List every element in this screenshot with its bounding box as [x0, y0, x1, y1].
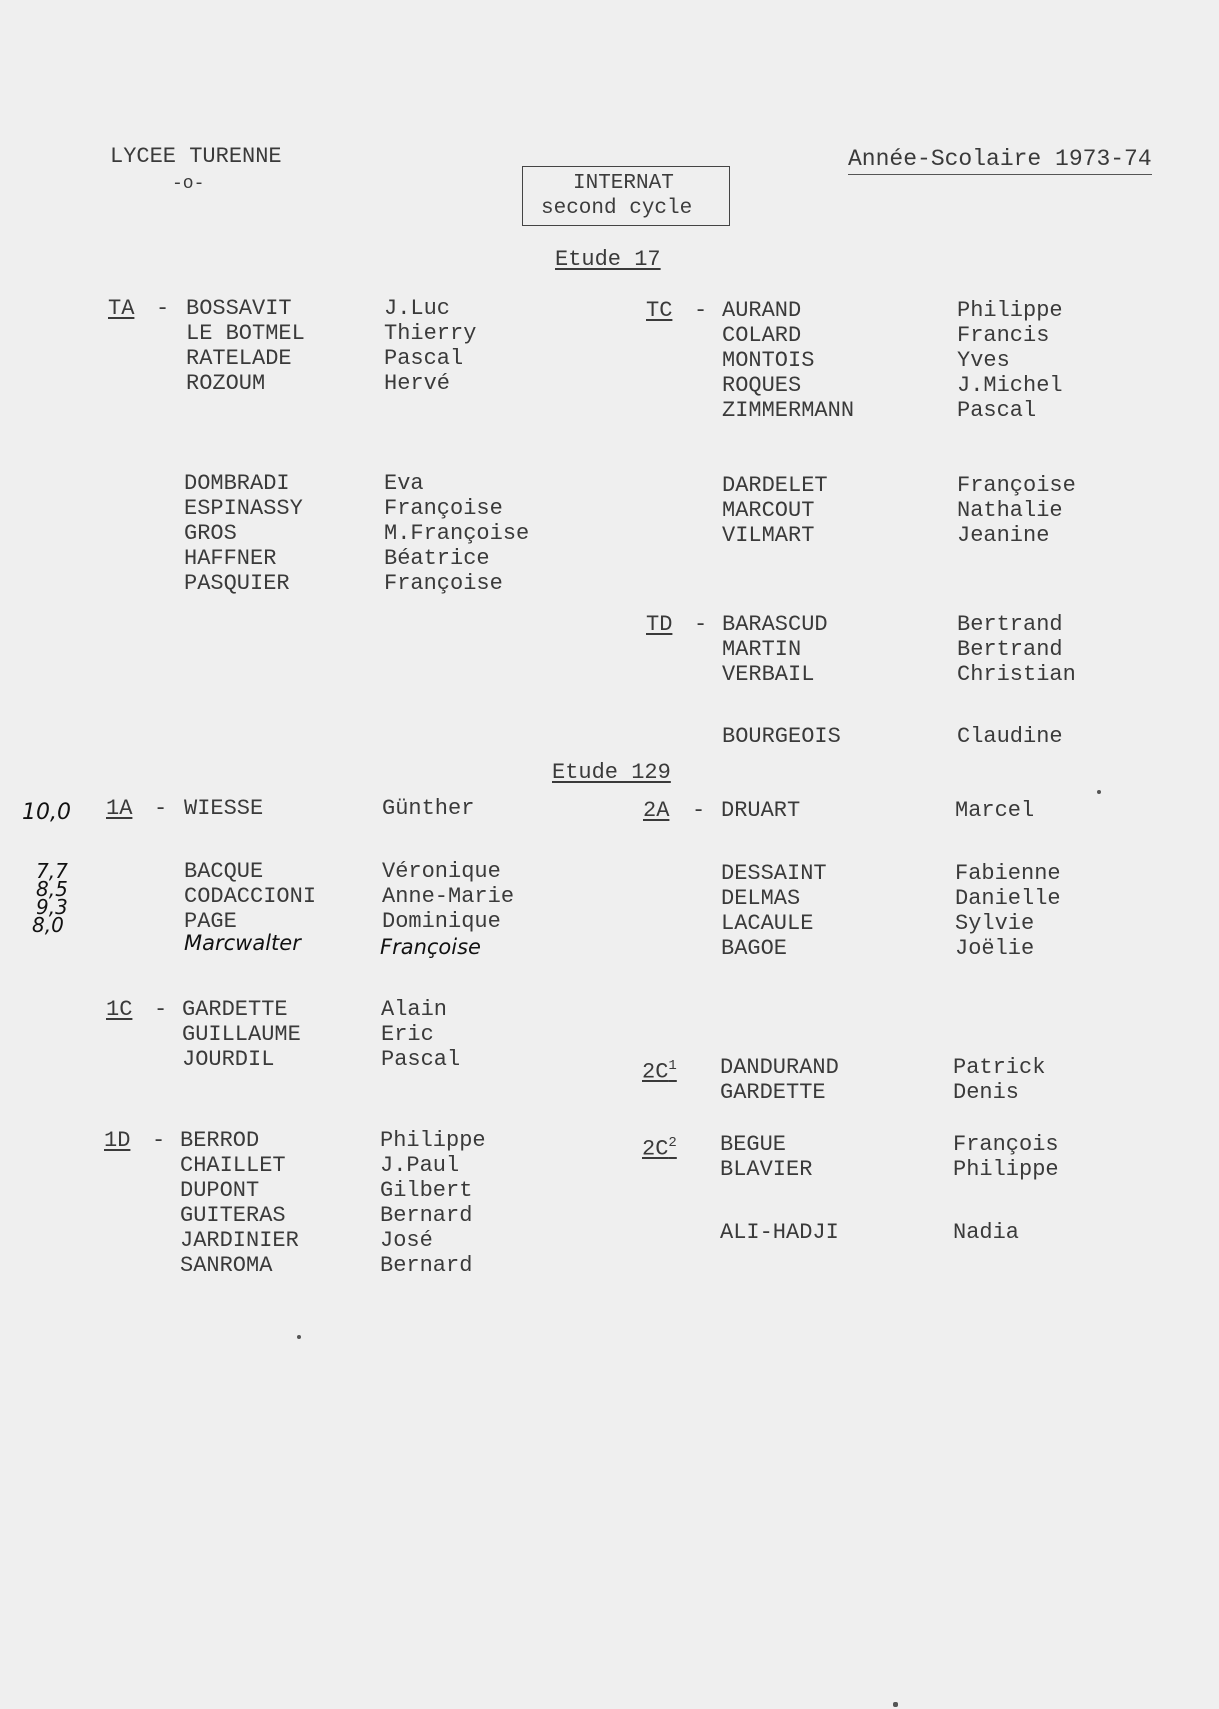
student-firstname: Claudine: [957, 724, 1063, 749]
handwritten-firstname: Françoise: [380, 935, 481, 959]
student-firstname: Philippe: [953, 1157, 1059, 1182]
student-firstname: Françoise: [384, 571, 503, 596]
handwritten-score: 7,7: [36, 859, 68, 883]
title-box-line2: second cycle: [541, 197, 693, 220]
class-dash-1c: -: [154, 997, 168, 1022]
student-firstname: Pascal: [957, 398, 1037, 423]
handwritten-score: 8,5: [36, 877, 68, 901]
student-firstname: Christian: [957, 662, 1076, 687]
student-firstname: Alain: [381, 997, 448, 1022]
student-surname: BLAVIER: [720, 1157, 813, 1182]
class-label-td: TD: [646, 612, 673, 637]
student-firstname: Thierry: [384, 321, 477, 346]
paper-speck: [1097, 790, 1101, 794]
student-surname: JOURDIL: [182, 1047, 275, 1072]
student-surname: SANROMA: [180, 1253, 273, 1278]
class-label-tc: TC: [646, 298, 673, 323]
class-dash-tc: -: [694, 298, 708, 323]
class-label-2c2-sup: 2: [668, 1135, 677, 1151]
student-surname: ROQUES: [722, 373, 802, 398]
student-surname: MONTOIS: [722, 348, 815, 373]
student-surname: GARDETTE: [720, 1080, 826, 1105]
student-surname: DESSAINT: [721, 861, 827, 886]
class-label-2c2: [642, 1131, 677, 1161]
student-surname: BOSSAVIT: [186, 296, 292, 321]
student-surname: RATELADE: [186, 346, 292, 371]
student-firstname: Bernard: [380, 1203, 473, 1228]
etude-129-heading: Etude 129: [552, 760, 671, 785]
student-surname: ALI-HADJI: [720, 1220, 839, 1245]
school-mark: -o-: [172, 174, 205, 194]
student-firstname: Eva: [384, 471, 424, 496]
student-surname: BAGOE: [721, 936, 788, 961]
student-firstname: Pascal: [381, 1047, 461, 1072]
paper-speck: [297, 1335, 301, 1339]
student-surname: MARCOUT: [722, 498, 815, 523]
handwritten-score: 10,0: [22, 800, 71, 825]
student-surname: ESPINASSY: [184, 496, 303, 521]
student-surname: GUILLAUME: [182, 1022, 301, 1047]
etude-17-heading: Etude 17: [555, 247, 661, 272]
student-firstname: Gilbert: [380, 1178, 473, 1203]
student-firstname: Yves: [957, 348, 1010, 373]
student-firstname: Denis: [953, 1080, 1020, 1105]
school-year: Année-Scolaire 1973-74: [848, 147, 1152, 175]
student-firstname: Bertrand: [957, 637, 1063, 662]
student-surname: VILMART: [722, 523, 815, 548]
student-firstname: Nadia: [953, 1220, 1020, 1245]
student-surname: LE BOTMEL: [186, 321, 305, 346]
handwritten-surname: Marcwalter: [184, 931, 301, 955]
student-surname: DOMBRADI: [184, 471, 290, 496]
class-dash-1a: -: [154, 796, 168, 821]
class-label-2c1-text: 2C: [642, 1059, 669, 1085]
class-label-1d: 1D: [104, 1128, 131, 1153]
student-firstname: Fabienne: [955, 861, 1061, 886]
student-firstname: Danielle: [955, 886, 1061, 911]
student-surname: BOURGEOIS: [722, 724, 841, 749]
school-name: LYCEE TURENNE: [110, 144, 282, 169]
student-surname: BARASCUD: [722, 612, 828, 637]
class-dash-2a: -: [692, 798, 706, 823]
student-firstname: Jeanine: [957, 523, 1050, 548]
student-firstname: Eric: [381, 1022, 434, 1047]
student-firstname: Françoise: [384, 496, 503, 521]
student-surname: VERBAIL: [722, 662, 815, 687]
student-firstname: Philippe: [380, 1128, 486, 1153]
student-surname: DELMAS: [721, 886, 801, 911]
student-firstname: Bernard: [380, 1253, 473, 1278]
handwritten-score: 9,3: [36, 895, 68, 919]
student-surname: CHAILLET: [180, 1153, 286, 1178]
paper-speck: [893, 1702, 898, 1707]
student-firstname: J.Luc: [384, 296, 451, 321]
student-surname: ZIMMERMANN: [722, 398, 855, 423]
student-firstname: Françoise: [957, 473, 1076, 498]
student-firstname: Béatrice: [384, 546, 490, 571]
student-firstname: Véronique: [382, 859, 501, 884]
student-firstname: J.Paul: [380, 1153, 460, 1178]
student-firstname: Nathalie: [957, 498, 1063, 523]
class-label-1a: 1A: [106, 796, 133, 821]
class-label-ta: TA: [108, 296, 135, 321]
student-surname: CODACCIONI: [184, 884, 317, 909]
title-box-line1: INTERNAT: [573, 172, 674, 195]
student-firstname: François: [953, 1132, 1059, 1157]
student-firstname: Günther: [382, 796, 475, 821]
student-surname: GARDETTE: [182, 997, 288, 1022]
class-label-2c1-sup: 1: [668, 1058, 677, 1074]
student-firstname: Joëlie: [955, 936, 1035, 961]
student-surname: BACQUE: [184, 859, 264, 884]
student-firstname: Patrick: [953, 1055, 1046, 1080]
student-surname: DRUART: [721, 798, 801, 823]
student-surname: BEGUE: [720, 1132, 787, 1157]
title-box: [522, 166, 730, 226]
class-dash-td: -: [694, 612, 708, 637]
student-firstname: Hervé: [384, 371, 451, 396]
class-dash-1d: -: [152, 1128, 166, 1153]
student-surname: LACAULE: [721, 911, 814, 936]
student-surname: HAFFNER: [184, 546, 277, 571]
student-firstname: Pascal: [384, 346, 464, 371]
class-label-2c1: [642, 1054, 677, 1084]
student-surname: MARTIN: [722, 637, 802, 662]
class-dash-ta: -: [156, 296, 170, 321]
student-surname: GUITERAS: [180, 1203, 286, 1228]
handwritten-score: 8,0: [32, 913, 64, 937]
student-surname: JARDINIER: [180, 1228, 299, 1253]
class-label-1c: 1C: [106, 997, 133, 1022]
student-firstname: Sylvie: [955, 911, 1035, 936]
student-surname: DANDURAND: [720, 1055, 839, 1080]
student-firstname: M.Françoise: [384, 521, 530, 546]
student-surname: DUPONT: [180, 1178, 260, 1203]
student-surname: COLARD: [722, 323, 802, 348]
student-firstname: Bertrand: [957, 612, 1063, 637]
student-surname: WIESSE: [184, 796, 264, 821]
student-surname: PASQUIER: [184, 571, 290, 596]
class-label-2c2-text: 2C: [642, 1136, 669, 1162]
student-surname: DARDELET: [722, 473, 828, 498]
student-surname: GROS: [184, 521, 237, 546]
student-firstname: Philippe: [957, 298, 1063, 323]
student-firstname: Marcel: [955, 798, 1035, 823]
student-firstname: Anne-Marie: [382, 884, 515, 909]
student-surname: BERROD: [180, 1128, 260, 1153]
student-firstname: José: [380, 1228, 433, 1253]
student-surname: AURAND: [722, 298, 802, 323]
student-surname: PAGE: [184, 909, 237, 934]
student-firstname: J.Michel: [957, 373, 1063, 398]
class-label-2a: 2A: [643, 798, 670, 823]
student-firstname: Francis: [957, 323, 1050, 348]
student-firstname: Dominique: [382, 909, 501, 934]
student-surname: ROZOUM: [186, 371, 266, 396]
